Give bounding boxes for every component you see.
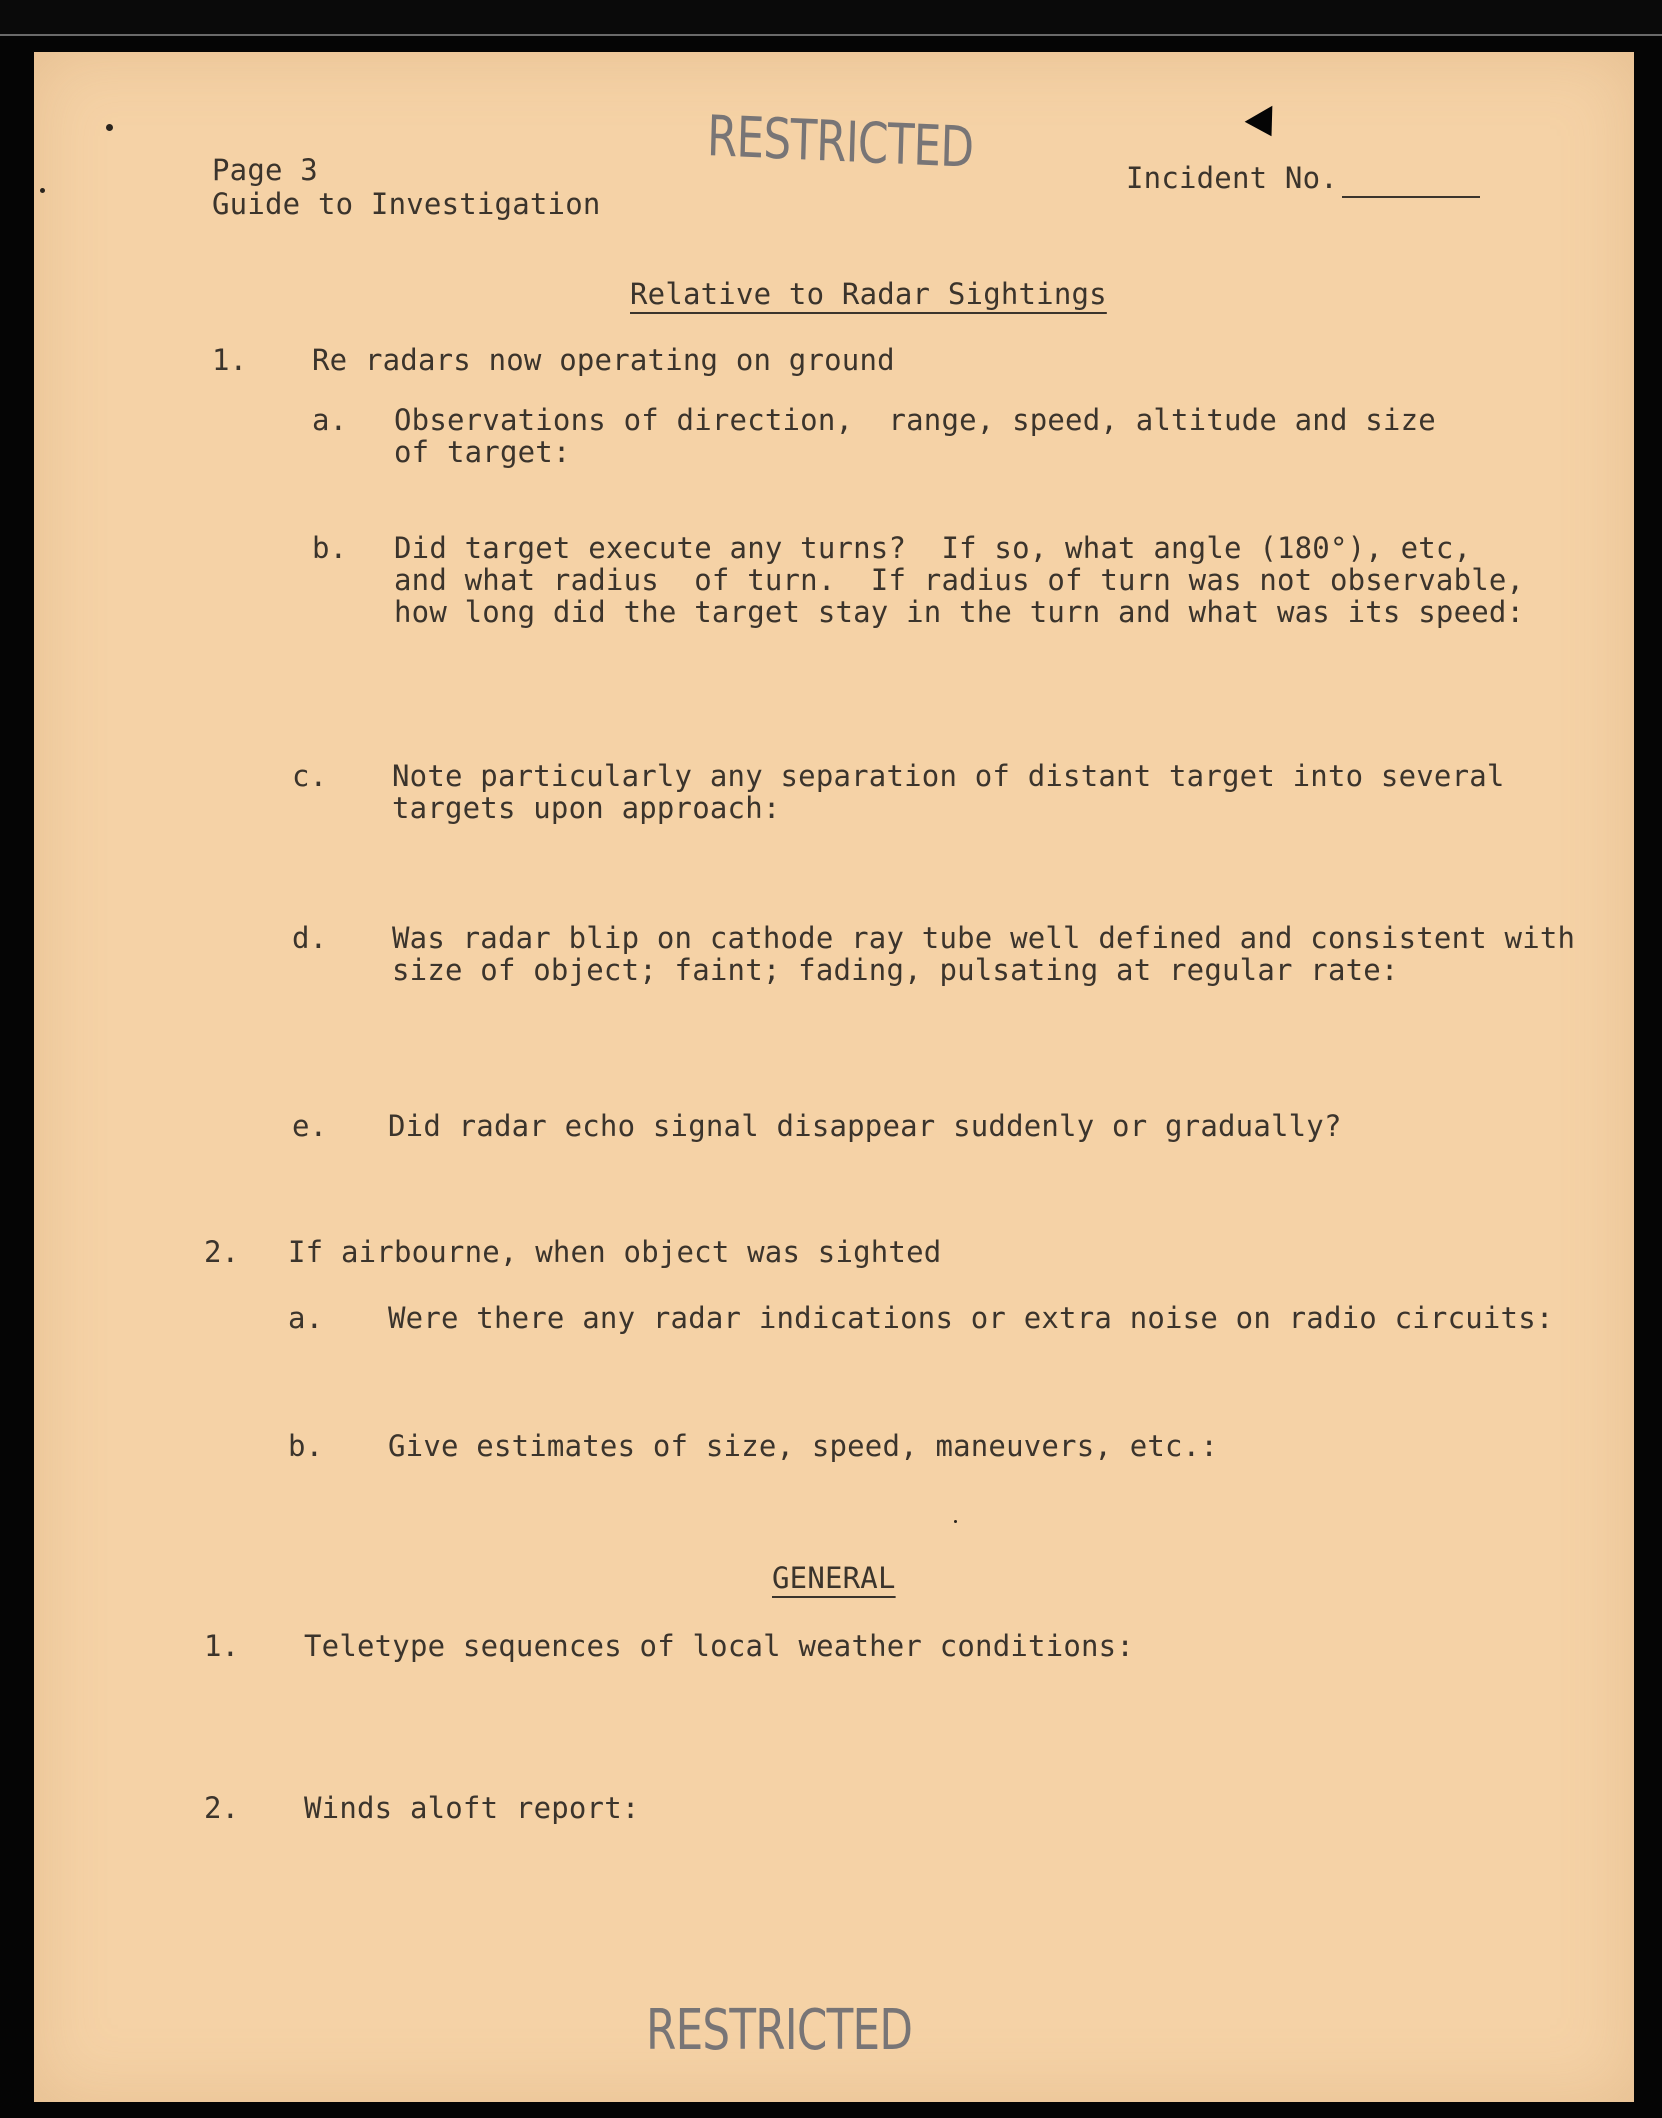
item-text: If airbourne, when object was sighted	[288, 1235, 942, 1269]
sub-item-letter: b.	[312, 531, 348, 565]
section-title-general: GENERAL	[772, 1561, 896, 1595]
sub-item-line: and what radius of turn. If radius of turn was not observable,	[394, 563, 1525, 597]
paper-speck	[40, 188, 45, 193]
item-text: Winds aloft report:	[304, 1791, 640, 1825]
sub-item-letter: e.	[292, 1109, 328, 1143]
sub-item-line: Give estimates of size, speed, maneuvers, etc.:	[388, 1429, 1218, 1463]
sub-item-letter: d.	[292, 921, 328, 955]
torn-corner-mark	[1245, 106, 1286, 145]
sub-item-line: of target:	[394, 435, 571, 469]
sub-item-line: Did target execute any turns? If so, what angle (180°), etc,	[394, 531, 1472, 565]
item-number: 1.	[212, 343, 248, 377]
document-page	[34, 52, 1634, 2102]
item-number: 2.	[204, 1235, 240, 1269]
item-number: 1.	[204, 1629, 240, 1663]
item-number: 2.	[204, 1791, 240, 1825]
sub-item-line: Was radar blip on cathode ray tube well defined and consistent with	[392, 921, 1576, 955]
sub-item-line: Note particularly any separation of distant target into several	[392, 759, 1505, 793]
sub-item-letter: a.	[288, 1301, 324, 1335]
restricted-stamp-top: RESTRICTED	[706, 104, 975, 181]
sub-item-letter: c.	[292, 759, 328, 793]
paper-speck	[106, 124, 113, 131]
incident-number-blank	[1342, 196, 1480, 198]
sub-item-line: Observations of direction, range, speed, altitude and size	[394, 403, 1436, 437]
item-text: Re radars now operating on ground	[312, 343, 895, 377]
sub-item-line: size of object; faint; fading, pulsating at regular rate:	[392, 953, 1399, 987]
restricted-stamp-bottom: RESTRICTED	[646, 1998, 913, 2063]
sub-item-line: Were there any radar indications or extra noise on radio circuits:	[388, 1301, 1554, 1335]
page-number: Page 3	[212, 153, 318, 187]
paper-speck	[954, 1520, 957, 1523]
sub-item-letter: b.	[288, 1429, 324, 1463]
sub-item-line: how long did the target stay in the turn and what was its speed:	[394, 595, 1525, 629]
incident-number-label: Incident No.	[1126, 161, 1338, 195]
document-subtitle: Guide to Investigation	[212, 187, 601, 221]
sub-item-line: targets upon approach:	[392, 791, 781, 825]
scan-top-border	[0, 0, 1662, 36]
sub-item-letter: a.	[312, 403, 348, 437]
sub-item-line: Did radar echo signal disappear suddenly or gradually?	[388, 1109, 1342, 1143]
item-text: Teletype sequences of local weather conditions:	[304, 1629, 1134, 1663]
section-title-radar: Relative to Radar Sightings	[630, 277, 1107, 311]
